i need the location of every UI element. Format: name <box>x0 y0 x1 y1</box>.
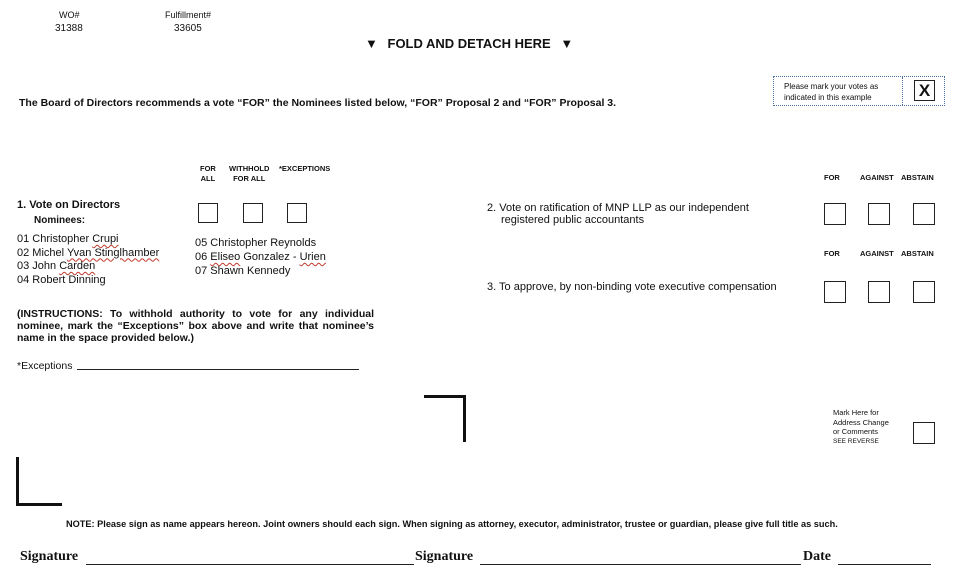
nominee-item: 07 Shawn Kennedy <box>195 265 291 277</box>
for-all-checkbox[interactable] <box>198 203 218 223</box>
fold-text: FOLD AND DETACH HERE <box>387 36 551 51</box>
p2-col-against: AGAINST <box>860 173 894 182</box>
address-change-text: Mark Here for Address Change or Comments SEE REVERSE <box>833 408 889 445</box>
p3-against-checkbox[interactable] <box>868 281 890 303</box>
nominee-list-left <box>17 233 159 287</box>
nominee-item: 03 John Carden <box>17 260 96 272</box>
date-label: Date <box>803 549 831 564</box>
fold-detach-banner <box>365 36 573 51</box>
signature-1-label: Signature <box>20 549 79 564</box>
p2-col-abstain: ABSTAIN <box>901 173 934 182</box>
instructions-text: (INSTRUCTIONS: To withhold authority to vote for any individual nominee, mark the “Exceptions” box above and write that nominee’s name in the space provided below.) <box>17 308 374 344</box>
nominee-list-right <box>195 236 326 278</box>
withhold-for-all-checkbox[interactable] <box>243 203 263 223</box>
exceptions-write-in-line[interactable] <box>77 369 359 370</box>
registration-mark-top-right <box>424 395 466 442</box>
nominee-item: 01 Christopher Crupi <box>17 233 119 245</box>
signature-1-line[interactable] <box>86 564 414 565</box>
wo-number: 31388 <box>55 23 83 34</box>
p3-col-against: AGAINST <box>860 249 894 258</box>
p3-for-checkbox[interactable] <box>824 281 846 303</box>
p3-abstain-checkbox[interactable] <box>913 281 935 303</box>
registration-mark-bottom-left <box>16 457 62 506</box>
example-text: Please mark your votes as indicated in this example <box>784 82 879 102</box>
signature-2-label: Signature <box>415 549 474 564</box>
p3-col-for: FOR <box>824 249 840 258</box>
p3-col-abstain: ABSTAIN <box>901 249 934 258</box>
nominee-item: 04 Robert Dinning <box>17 273 106 286</box>
date-line[interactable] <box>838 564 931 565</box>
p2-for-checkbox[interactable] <box>824 203 846 225</box>
exceptions-checkbox[interactable] <box>287 203 307 223</box>
exceptions-label: *Exceptions <box>17 360 73 372</box>
address-change-checkbox[interactable] <box>913 422 935 444</box>
proposal3-text: 3. To approve, by non-binding vote executive compensation <box>487 281 777 293</box>
proposal1-title: 1. Vote on Directors <box>17 199 121 211</box>
board-recommendation: The Board of Directors recommends a vote “FOR” the Nominees listed below, “FOR” Proposal 2 and “FOR” Proposal 3. <box>19 97 617 109</box>
signing-note: NOTE: Please sign as name appears hereon. Joint owners should each sign. When signing as attorney, executor, administrator, trustee or guardian, please give full title as such. <box>66 519 838 529</box>
col-for-all: FOR ALL <box>200 164 216 183</box>
example-checkbox: X <box>914 80 935 101</box>
nominee-item: 02 Michel Yvan Stinglhamber <box>17 246 160 259</box>
p2-against-checkbox[interactable] <box>868 203 890 225</box>
fulfillment-number: 33605 <box>174 23 202 34</box>
proposal2-text: 2. Vote on ratification of MNP LLP as our independent registered public accountants <box>487 202 749 226</box>
nominees-label: Nominees: <box>34 215 86 226</box>
triangle-down-icon: ▼ <box>560 36 574 51</box>
p2-abstain-checkbox[interactable] <box>913 203 935 225</box>
nominee-item: 06 Eliseo Gonzalez - Urien <box>195 251 326 263</box>
example-box <box>773 76 945 106</box>
p2-col-for: FOR <box>824 173 840 182</box>
triangle-down-icon: ▼ <box>365 36 378 51</box>
fulfillment-label: Fulfillment# <box>165 10 212 20</box>
signature-2-line[interactable] <box>480 564 801 565</box>
wo-label: WO# <box>59 10 80 20</box>
col-withhold-for-all: WITHHOLD FOR ALL <box>229 164 270 183</box>
nominee-item: 05 Christopher Reynolds <box>195 237 317 249</box>
col-exceptions: *EXCEPTIONS <box>279 164 331 173</box>
